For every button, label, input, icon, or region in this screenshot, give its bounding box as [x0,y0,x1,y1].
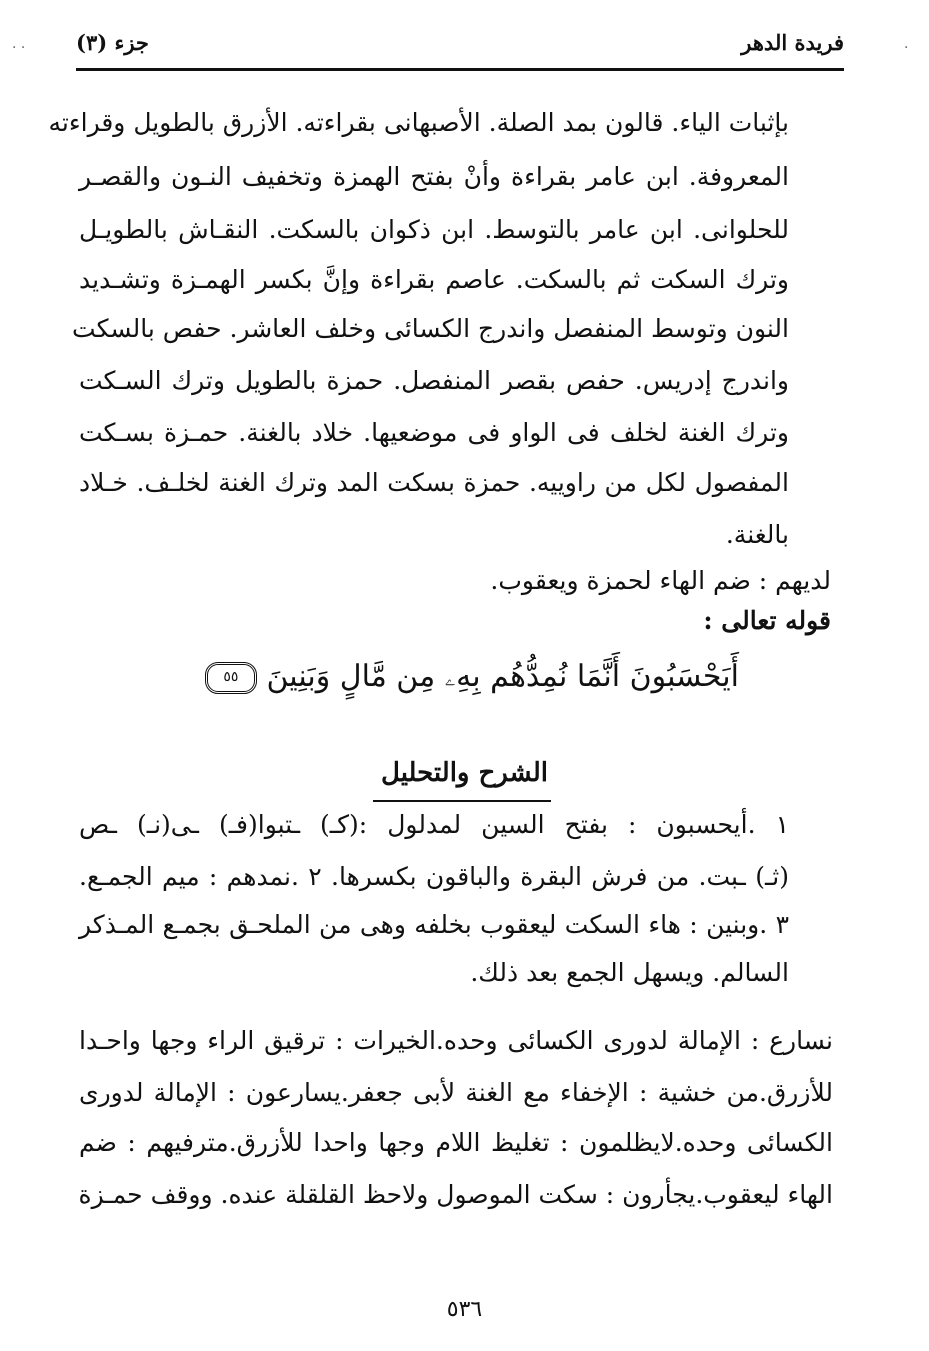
scan-speck: · · [12,40,26,56]
text-line: وترك السكت ثم بالسكت. عاصم بقراءة وإنَّ بكسر الهمـزة وتشـديد [79,265,789,294]
text-line: وترك الغنة لخلف فى الواو فى موضعيها. خلاد بالغنة. حمـزة بسـكت [79,418,789,447]
text-line: المعروفة. ابن عامر بقراءة وأنْ بفتح الهمزة وتخفيف النـون والقصـر [79,162,789,191]
section-title: الشرح والتحليل [381,758,548,788]
verse-intro: قوله تعالى : [703,606,831,635]
text-line: ١ .أيحسبون : بفتح السين لمدلول :(كـ) ـتبوا(فـ) ـى(نـ) ـص [79,810,789,839]
scan-speck: · [904,40,909,56]
text-line: الكسائى وحده.لايظلمون : تغليظ اللام وجها واحدا للأزرق.مترفيهم : ضم [79,1128,833,1157]
book-title: فريدة الدهر [741,30,844,55]
part-number: جزء (٣) [76,30,149,55]
text-line: الهاء ليعقوب.يجأرون : سكت الموصول ولاحظ القلقلة عنده. ووقف حمـزة [78,1180,833,1209]
text-line: للحلوانى. ابن عامر بالتوسط. ابن ذكوان بالسكت. النقـاش بالطويـل [79,215,789,244]
text-line: ٣ .وبنين : هاء السكت ليعقوب بخلفه وهى من الملحـق بجمـع المـذكر [79,910,789,939]
text-line: لديهم : ضم الهاء لحمزة ويعقوب. [490,566,831,595]
page-header [76,26,844,64]
text-line: المفصول لكل من راوييه. حمزة بسكت المد وترك الغنة لخلـف. خـلاد [79,468,789,497]
header-rule [76,68,844,71]
ayah-number-icon: ٥٥ [205,662,257,694]
text-line: نسارع : الإمالة لدورى الكسائى وحده.الخيرات : ترقيق الراء وجها واحـدا [79,1026,833,1055]
section-title-underline [373,800,551,802]
text-line: بالغنة. [725,520,789,549]
text-line: واندرج إدريس. حفص بقصر المنفصل. حمزة بالطويل وترك السـكت [79,366,789,395]
verse-text: أَيَحْسَبُونَ أَنَّمَا نُمِدُّهُم بِهِۦ مِن مَّالٍ وَبَنِينَ [266,659,739,694]
text-line: للأزرق.من خشية : الإخفاء مع الغنة لأبى جعفر.يسارعون : الإمالة لدورى [79,1078,833,1107]
text-line: بإثبات الياء. قالون بمد الصلة. الأصبهانى بقراءته. الأزرق بالطويل وقراءته [48,108,789,137]
text-line: (ثـ) ـبت. من فرش البقرة والباقون بكسرها. ٢ .نمدهم : ميم الجمـع. [79,862,789,891]
text-line: النون وتوسط المنفصل واندرج الكسائى وخلف العاشر. حفص بالسكت [72,314,789,343]
text-line: السالم. ويسهل الجمع بعد ذلك. [470,958,789,987]
quran-verse [195,660,739,694]
page-number: ٥٣٦ [446,1297,483,1322]
